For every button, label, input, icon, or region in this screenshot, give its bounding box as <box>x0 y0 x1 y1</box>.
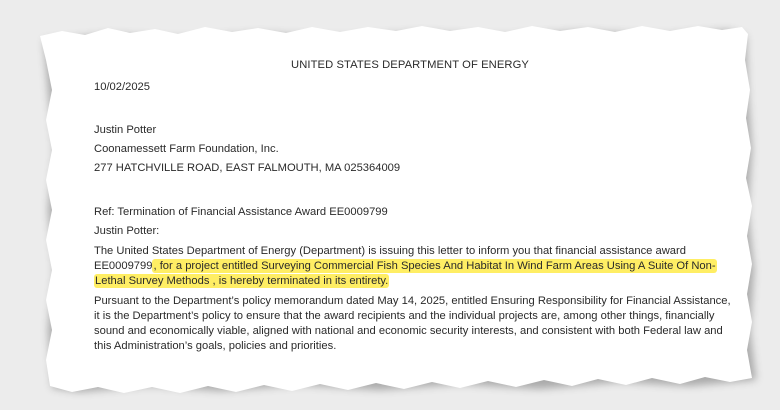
letter-date: 10/02/2025 <box>94 81 150 93</box>
highlighted-project-title: , for a project entitled Surveying Commercial Fish Species And Habitat In Wind Farm Areas Using A Suite Of Non- <box>153 260 716 272</box>
policy-line-2: Assistance, it is the Department’s policy to ensure that the award recipients and the individual projects are, among other <box>94 295 731 322</box>
policy-paragraph <box>94 294 734 354</box>
award-number: EE0009799 <box>94 260 153 272</box>
salutation: Justin Potter: <box>94 225 160 237</box>
highlighted-termination-statement: Lethal Survey Methods , is hereby terminated in its entirety. <box>95 275 389 287</box>
policy-line-1: Pursuant to the Department’s policy memorandum dated May 14, 2025, entitled Ensuring Responsibility for Financial <box>94 295 671 307</box>
department-heading: UNITED STATES DEPARTMENT OF ENERGY <box>291 59 529 71</box>
termination-paragraph <box>94 244 734 289</box>
policy-line-3: things, financially sound and economically viable, aligned with national and economic security interests, and consistent with <box>94 310 715 337</box>
recipient-address: 277 HATCHVILLE ROAD, EAST FALMOUTH, MA 025364009 <box>94 162 401 174</box>
recipient-organization: Coonamessett Farm Foundation, Inc. <box>94 143 279 155</box>
recipient-name: Justin Potter <box>94 124 157 136</box>
paragraph-intro: The United States Department of Energy (Department) is issuing this letter to inform you that financial assistance award <box>94 245 686 257</box>
reference-line: Ref: Termination of Financial Assistance Award EE0009799 <box>94 206 388 218</box>
policy-line-4: both Federal law and this Administration’s goals, policies and priorities. <box>94 325 723 352</box>
